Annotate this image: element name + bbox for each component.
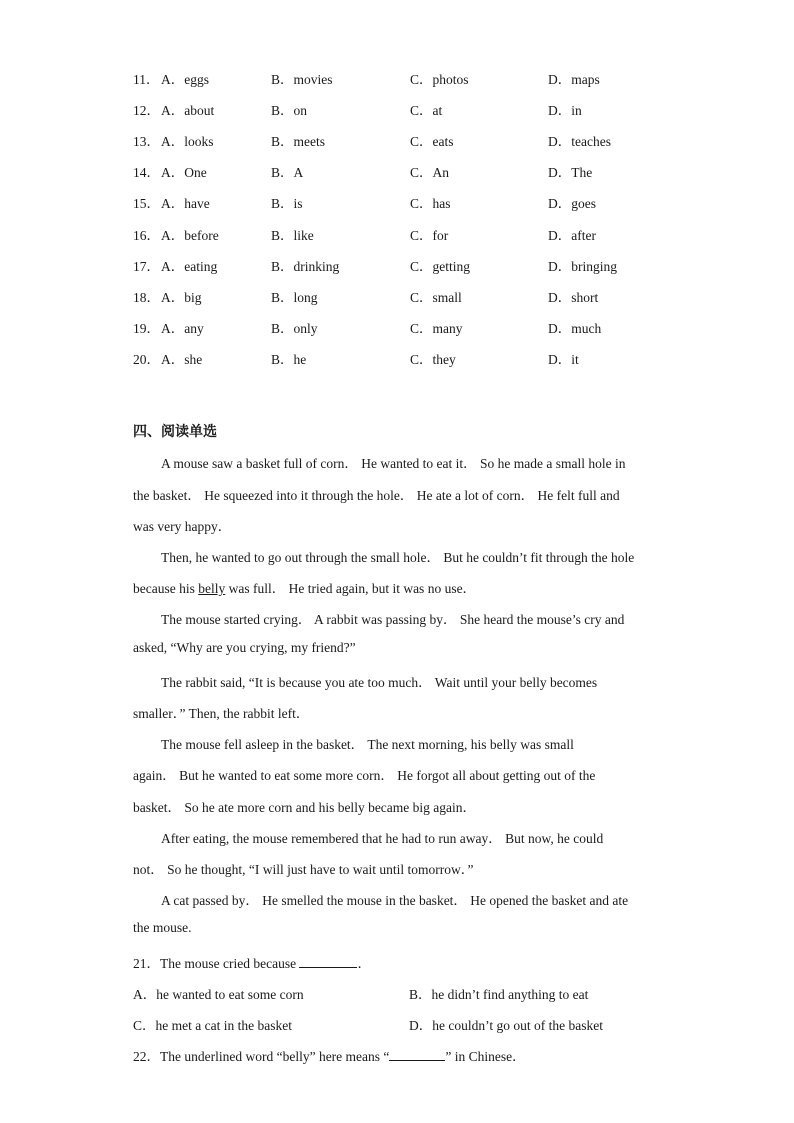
question-number: 13． <box>133 134 160 149</box>
passage-text: because his <box>133 581 199 596</box>
passage-line: asked, “Why are you crying, my friend?” <box>133 640 356 655</box>
question-text: 21．The mouse cried because <box>133 956 297 971</box>
option-b[interactable]: B．meets <box>271 134 325 149</box>
question-number: 17． <box>133 259 160 274</box>
option-b[interactable]: B．he <box>271 352 307 367</box>
option-a[interactable]: A．about <box>161 103 215 118</box>
option-b[interactable]: B．only <box>271 321 318 336</box>
question-22-stem <box>133 1045 526 1065</box>
option-a[interactable]: A．have <box>161 196 210 211</box>
passage-line: was very happy． <box>133 519 232 534</box>
option-c[interactable]: C．many <box>410 321 463 336</box>
option-d[interactable]: D．maps <box>548 72 600 87</box>
question-text: ． <box>357 956 371 971</box>
question-row <box>0 68 794 88</box>
passage-line: again． But he wanted to eat some more corn． He forgot all about getting out of the <box>133 768 596 783</box>
option-a[interactable]: A．she <box>161 352 203 367</box>
answer-blank[interactable] <box>299 955 357 968</box>
passage-line <box>133 577 476 597</box>
underlined-word-belly: belly <box>198 581 226 596</box>
option-a[interactable]: A．One <box>161 165 207 180</box>
question-text: 22．The underlined word “belly” here means “ <box>133 1049 390 1064</box>
option-b[interactable]: B．like <box>271 228 314 243</box>
option-c[interactable]: C．eats <box>410 134 454 149</box>
section-title: 四、阅读单选 <box>133 424 217 440</box>
option-b[interactable]: B．A <box>271 165 304 180</box>
question-row <box>0 99 794 119</box>
passage-line: A cat passed by． He smelled the mouse in the basket． He opened the basket and ate <box>161 893 629 908</box>
option-d[interactable]: D．it <box>548 352 579 367</box>
option-c[interactable]: C．has <box>410 196 451 211</box>
option-d[interactable]: D．in <box>548 103 582 118</box>
passage-line: the basket． He squeezed into it through the hole． He ate a lot of corn． He felt full and <box>133 488 620 503</box>
passage-line: the mouse. <box>133 920 192 935</box>
question-row <box>0 192 794 212</box>
passage-line: After eating, the mouse remembered that he had to run away． But now, he could <box>161 831 604 846</box>
option-b[interactable]: B．drinking <box>271 259 340 274</box>
option-b[interactable]: B．on <box>271 103 308 118</box>
passage-line: The mouse started crying． A rabbit was passing by． She heard the mouse’s cry and <box>161 612 625 627</box>
option-b[interactable]: B．long <box>271 290 318 305</box>
passage-line: The rabbit said, “It is because you ate too much． Wait until your belly becomes <box>161 675 598 690</box>
question-number: 15． <box>133 196 160 211</box>
passage-line: Then, he wanted to go out through the small hole． But he couldn’t fit through the hole <box>161 550 635 565</box>
question-row <box>0 286 794 306</box>
question-row <box>0 161 794 181</box>
option-a[interactable]: A．any <box>161 321 204 336</box>
option-c[interactable]: C．for <box>410 228 449 243</box>
option-c[interactable]: C．getting <box>410 259 470 274</box>
question-21-option-b[interactable]: B．he didn’t find anything to eat <box>409 987 589 1002</box>
question-21-option-a[interactable]: A．he wanted to eat some corn <box>133 987 304 1002</box>
question-text: ” in Chinese． <box>445 1049 526 1064</box>
question-number: 20． <box>133 352 160 367</box>
question-row <box>0 255 794 275</box>
option-a[interactable]: A．before <box>161 228 219 243</box>
passage-line: smaller．” Then, the rabbit left． <box>133 706 310 721</box>
option-a[interactable]: A．eating <box>161 259 218 274</box>
option-c[interactable]: C．small <box>410 290 462 305</box>
question-row <box>0 224 794 244</box>
question-row <box>0 348 794 368</box>
option-c[interactable]: C．they <box>410 352 456 367</box>
option-c[interactable]: C．An <box>410 165 450 180</box>
question-row <box>0 130 794 150</box>
option-d[interactable]: D．much <box>548 321 602 336</box>
question-21-option-d[interactable]: D．he couldn’t go out of the basket <box>409 1018 603 1033</box>
question-number: 12． <box>133 103 160 118</box>
question-number: 14． <box>133 165 160 180</box>
option-d[interactable]: D．goes <box>548 196 596 211</box>
option-b[interactable]: B．movies <box>271 72 333 87</box>
option-d[interactable]: D．bringing <box>548 259 617 274</box>
question-row <box>0 317 794 337</box>
passage-line: not． So he thought, “I will just have to wait until tomorrow．” <box>133 862 474 877</box>
passage-line: The mouse fell asleep in the basket． The next morning, his belly was small <box>161 737 574 752</box>
passage-line: basket． So he ate more corn and his belly became big again． <box>133 800 477 815</box>
question-21-stem <box>133 952 371 972</box>
option-c[interactable]: C．at <box>410 103 443 118</box>
question-number: 16． <box>133 228 160 243</box>
question-number: 11． <box>133 72 160 87</box>
option-a[interactable]: A．big <box>161 290 202 305</box>
option-b[interactable]: B．is <box>271 196 303 211</box>
passage-text: was full． He tried again, but it was no use． <box>225 581 477 596</box>
question-21-option-c[interactable]: C．he met a cat in the basket <box>133 1018 292 1033</box>
option-d[interactable]: D．short <box>548 290 599 305</box>
passage-line: A mouse saw a basket full of corn． He wanted to eat it． So he made a small hole in <box>161 456 626 471</box>
option-a[interactable]: A．looks <box>161 134 214 149</box>
option-d[interactable]: D．after <box>548 228 596 243</box>
question-number: 19． <box>133 321 160 336</box>
question-number: 18． <box>133 290 160 305</box>
option-a[interactable]: A．eggs <box>161 72 209 87</box>
option-d[interactable]: D．teaches <box>548 134 611 149</box>
option-c[interactable]: C．photos <box>410 72 469 87</box>
answer-blank[interactable] <box>389 1048 445 1061</box>
option-d[interactable]: D．The <box>548 165 593 180</box>
